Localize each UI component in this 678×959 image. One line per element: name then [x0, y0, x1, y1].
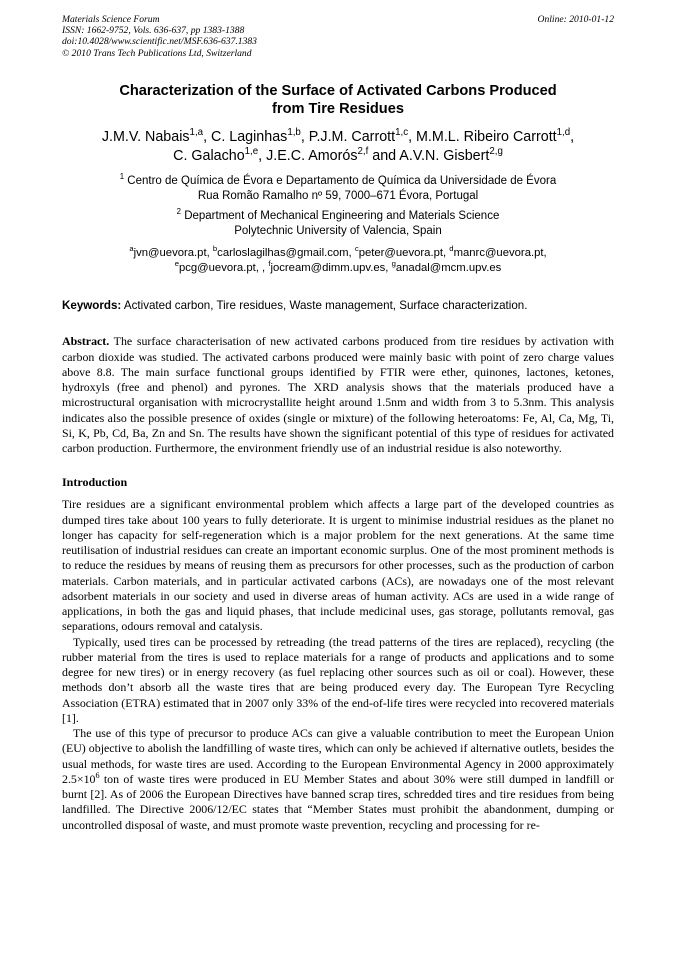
affiliation-2 — [62, 209, 614, 238]
keywords-label: Keywords: — [62, 299, 122, 313]
intro-paragraph-3-part-2: ton of waste tires were produced in EU Member States and about 30% were still dumped in landfill or burnt [2]. As of 2006 the European Directives have banned scrap tires, schredded tires and tire residues from being landfilled. The Directive 2006/12/EC states that “Member States must prohibit the abandonment, dumping or uncontrolled disposal of waste, and must promote waste prevention, recycling and processing for re- — [62, 771, 614, 832]
author-affil-mark: 1,b — [287, 127, 301, 139]
email-mark: c — [354, 244, 359, 254]
email-mark: b — [212, 244, 218, 254]
author-affil-mark: 1,e — [244, 146, 259, 158]
author-affil-mark: 1,d — [556, 127, 571, 139]
affiliation-2-line-1 — [62, 209, 614, 224]
author-name: , C. Laginhas — [203, 129, 288, 145]
journal-issn: ISSN: 1662-9752, Vols. 636-637, pp 1383-1388 — [62, 25, 245, 37]
journal-info — [62, 14, 614, 59]
journal-name: Materials Science Forum — [62, 14, 160, 25]
email-address: jvn@uevora.pt, — [133, 247, 213, 260]
intro-paragraph-3 — [62, 726, 614, 833]
affiliation-2-address: Polytechnic University of Valencia, Spain — [234, 224, 442, 237]
email-address: anadal@mcm.upv.es — [395, 262, 502, 275]
email-address: peter@uevora.pt, — [358, 247, 450, 260]
journal-doi: doi:10.4028/www.scientific.net/MSF.636-637.1383 — [62, 36, 257, 48]
journal-header — [62, 14, 614, 64]
title-line-1: Characterization of the Surface of Activated Carbons Produced — [119, 83, 557, 99]
author-affil-mark: 2,f — [357, 146, 369, 158]
exponent: 6 — [95, 770, 100, 780]
affiliation-1-line-1 — [62, 174, 614, 189]
email-address: carloslagilhas@gmail.com, — [217, 247, 355, 260]
affiliation-mark: 1 — [119, 172, 125, 182]
affiliation-1 — [62, 174, 614, 203]
author-name: and A.V.N. Gisbert — [368, 148, 490, 164]
author-line-1: J.M.V. Nabais$^{1,a}$, C. Laginhas$^{1,b}$, P.J.M. Carrott$^{1,c}$, M.M.L. Ribeiro Carrott$^{1,d}$, — [101, 127, 575, 145]
email-mark: f — [268, 259, 271, 269]
email-mark: g — [391, 259, 396, 269]
email-mark: e — [174, 259, 179, 269]
email-address: pcg@uevora.pt, , — [178, 262, 269, 275]
email-mark: d — [449, 244, 454, 254]
affiliation-1-name: Centro de Química de Évora e Departamento de Química da Universidade de Évora — [124, 175, 557, 187]
keywords-text: Activated carbon, Tire residues, Waste management, Surface characterization. — [121, 299, 528, 313]
affiliation-1-address: Rua Romão Ramalho nº 59, 7000–671 Évora, Portugal — [197, 189, 479, 202]
title-line-2: from Tire Residues — [272, 101, 404, 117]
author-emails — [62, 246, 614, 276]
affiliation-mark: 2 — [176, 207, 181, 217]
email-mark: a — [129, 244, 134, 254]
paper-title — [62, 82, 614, 118]
introduction-heading: Introduction — [62, 475, 128, 490]
author-affil-mark: 2,g — [489, 146, 503, 158]
abstract-label: Abstract. — [62, 334, 110, 349]
author-affil-mark: 1,c — [395, 127, 409, 139]
email-line-2 — [62, 261, 614, 276]
email-address: manrc@uevora.pt, — [453, 247, 547, 260]
email-line-1 — [62, 246, 614, 261]
paper-page — [62, 14, 614, 833]
author-list — [62, 128, 614, 166]
author-name: , P.J.M. Carrott — [300, 129, 396, 145]
author-name: , J.E.C. Amorós — [258, 148, 358, 164]
author-affil-mark: 1,a — [189, 127, 204, 139]
online-date: Online: 2010-01-12 — [537, 14, 614, 25]
journal-copyright: © 2010 Trans Tech Publications Ltd, Switzerland — [62, 47, 252, 59]
intro-paragraph-3-part-1: The use of this type of precursor to produce ACs can give a valuable contribution to meet the European Union (EU) objective to abolish the landfilling of waste tires, which can only be achieved if alternative outlets, besides the usual methods, for waste tires are used. According to the European Environmental Agency in 2000 approximately 2.5×10 — [62, 726, 614, 786]
intro-paragraph-1: Tire residues are a significant environmental problem which affects a large part of the developed countries as dumped tires take about 100 years to fully deteriorate. It is urgent to minimise industrial residues as the planet no longer has capacity for self-regeneration which is a major problem for the next generations. At the same time reutilisation of industrial residues can create an important economic surplus. One of the most prominent methods is to reduce the residues by means of reusing them as precursors for other processes, such as the production of carbon materials. Carbon materials, and in particular activated carbons (ACs), are nowadays one of the most relevant adsorbent materials in our society and used in diverse areas of human activity. ACs are used in a wide range of applications, in both the gas and liquid phases, that include medicinal uses, gas storage, pollutants removal, gas separations, odours removal and catalysis. — [62, 497, 614, 634]
author-name: J.M.V. Nabais — [101, 129, 190, 145]
author-line-2 — [62, 147, 614, 166]
abstract-text: The surface characterisation of new activated carbons produced from tire residues by activation with carbon dioxide was studied. The activated carbons produced were mainly basic with point of zero charge values above 8.8. The main surface functional groups identified by FTIR were ether, quinones, lactones, ketones, hydroxyls (free and phenol) and pyrones. The XRD analysis shows that the materials produced have a microstructural organisation with microcrystallite height around 1.5nm and width from 3 to 5.3nm. This analysis indicates also the possible presence of oxides (single or mixture) of the following heteroatoms: Fe, Al, Ca, Mg, Ti, Si, K, Pb, Cd, Ba, Zn and Sn. The results have shown the significant potential of this type of residues for activated carbon production. Furthermore, the environment friendly use of an industrial residue is also noteworthy. — [62, 334, 614, 456]
email-address: jocream@dimm.upv.es, — [270, 262, 392, 275]
author-name: , M.M.L. Ribeiro Carrott — [408, 129, 557, 145]
keywords — [62, 298, 614, 313]
author-name: C. Galacho — [173, 148, 245, 164]
affiliation-2-name: Department of Mechanical Engineering and Materials Science — [181, 210, 500, 223]
intro-paragraph-2: Typically, used tires can be processed by retreading (the tread patterns of the tires are replaced), recycling (the rubber material from the tires is used to replace materials for a range of products and applications and to some degree for new tires) or in energy recovery (as fuel replacing other sources such as oil or coal). However, these methods don’t absorb all the waste tires that are being produced every day. The European Tyre Recycling Association (ETRA) estimated that in 2007 only 33% of the end-of-life tires were recycled into recovered materials [1]. — [62, 634, 614, 725]
abstract — [62, 334, 614, 456]
